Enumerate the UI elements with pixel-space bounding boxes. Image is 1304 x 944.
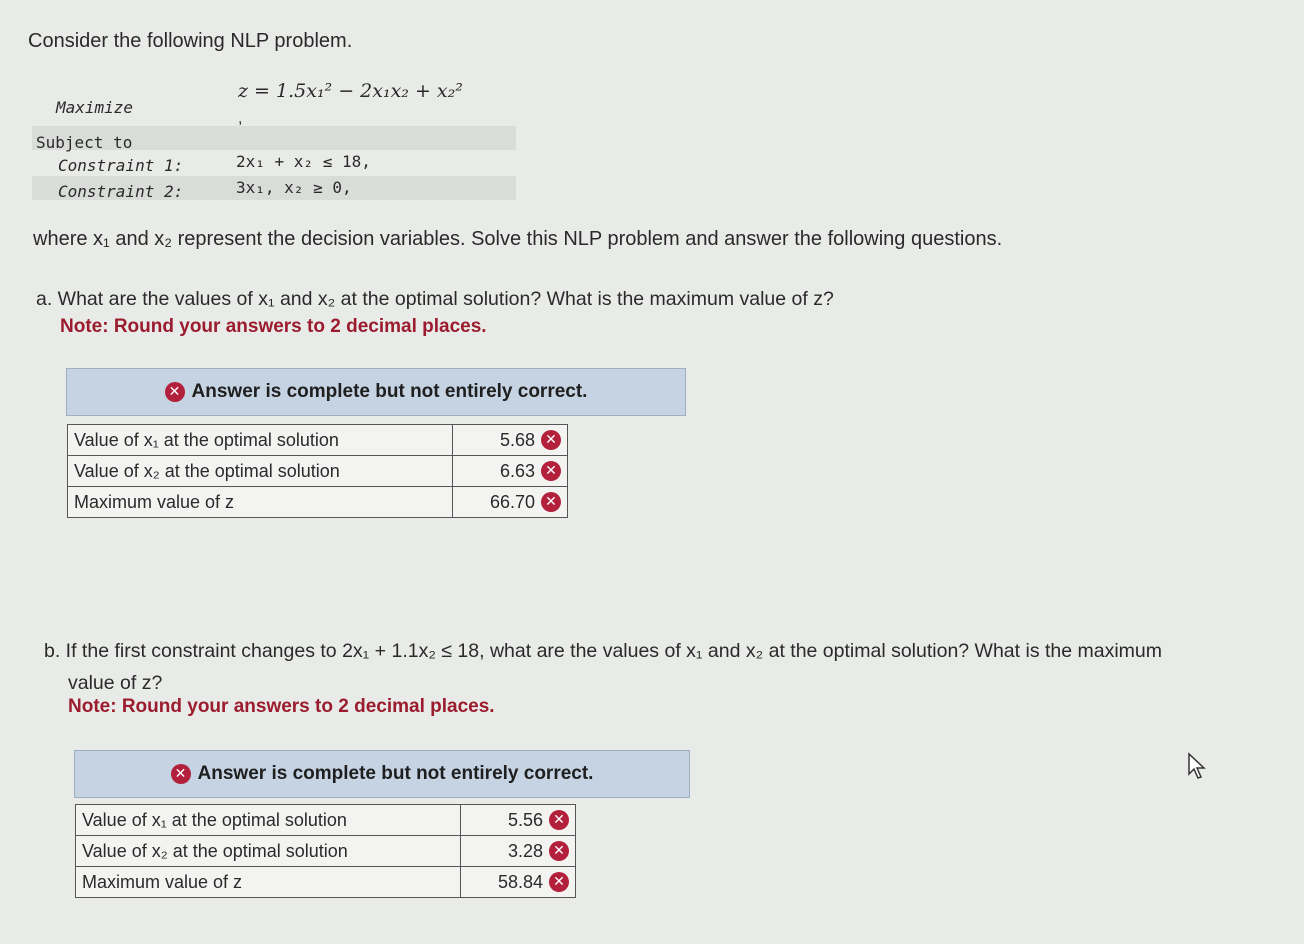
answer-label: Value of x₂ at the optimal solution [68,456,453,487]
table-row [76,867,576,898]
part-a-answer-table [67,424,568,518]
table-row [76,805,576,836]
constraint-1-label: Constraint 1: [58,156,184,175]
part-b-feedback-banner [74,750,690,798]
answer-cell[interactable] [461,836,576,867]
objective-function: z = 1.5x₁² − 2x₁x₂ + x₂² [238,80,463,102]
x-circle-icon: ✕ [541,492,561,512]
subject-to-label: Subject to [36,133,133,152]
maximize-label: Maximize [56,98,134,117]
answer-label: Value of x₁ at the optimal solution [76,805,461,836]
answer-label: Maximum value of z [68,487,453,518]
banner-text: Answer is complete but not entirely correct. [197,763,594,784]
part-a-feedback-banner [66,368,686,416]
answer-cell[interactable] [453,425,568,456]
comma-line: , [238,110,243,127]
part-b-question-line1: b. If the first constraint changes to 2x₁ + 1.1x₂ ≤ 18, what are the values of x₁ and x₂ at the optimal solution? What is the maximum [44,640,1163,662]
intro-text: Consider the following NLP problem. [28,30,353,52]
constraint-2-expr: 3x₁, x₂ ≥ 0, [236,178,352,197]
problem-statement [32,76,516,202]
answer-label: Value of x₁ at the optimal solution [68,425,453,456]
x-circle-icon: ✕ [541,430,561,450]
banner-text: Answer is complete but not entirely correct. [191,381,588,402]
table-row [76,836,576,867]
answer-label: Maximum value of z [76,867,461,898]
table-row [68,487,568,518]
part-b-note: Note: Round your answers to 2 decimal places. [68,696,495,717]
where-text: where x₁ and x₂ represent the decision variables. Solve this NLP problem and answer the following questions. [33,228,1003,250]
part-a-question: a. What are the values of x₁ and x₂ at the optimal solution? What is the maximum value of z? [36,288,834,310]
table-row [68,425,568,456]
table-row [68,456,568,487]
answer-value[interactable]: 3.28 [507,840,543,861]
x-circle-icon: ✕ [171,764,191,784]
answer-cell[interactable] [453,456,568,487]
answer-label: Value of x₂ at the optimal solution [76,836,461,867]
answer-value[interactable]: 5.56 [507,809,543,830]
answer-value[interactable]: 5.68 [499,429,535,450]
part-a-note: Note: Round your answers to 2 decimal places. [60,316,487,337]
constraint-1-expr: 2x₁ + x₂ ≤ 18, [236,152,371,171]
constraint-2-label: Constraint 2: [58,182,184,201]
answer-cell[interactable] [453,487,568,518]
answer-value[interactable]: 6.63 [499,460,535,481]
x-circle-icon: ✕ [165,382,185,402]
x-circle-icon: ✕ [549,810,569,830]
part-b-answer-table [75,804,576,898]
x-circle-icon: ✕ [549,841,569,861]
answer-cell[interactable] [461,805,576,836]
x-circle-icon: ✕ [541,461,561,481]
answer-value[interactable]: 58.84 [497,871,543,892]
mouse-pointer-icon [1186,752,1210,782]
part-b-question-line2: value of z? [68,672,163,694]
answer-value[interactable]: 66.70 [489,491,535,512]
answer-cell[interactable] [461,867,576,898]
x-circle-icon: ✕ [549,872,569,892]
